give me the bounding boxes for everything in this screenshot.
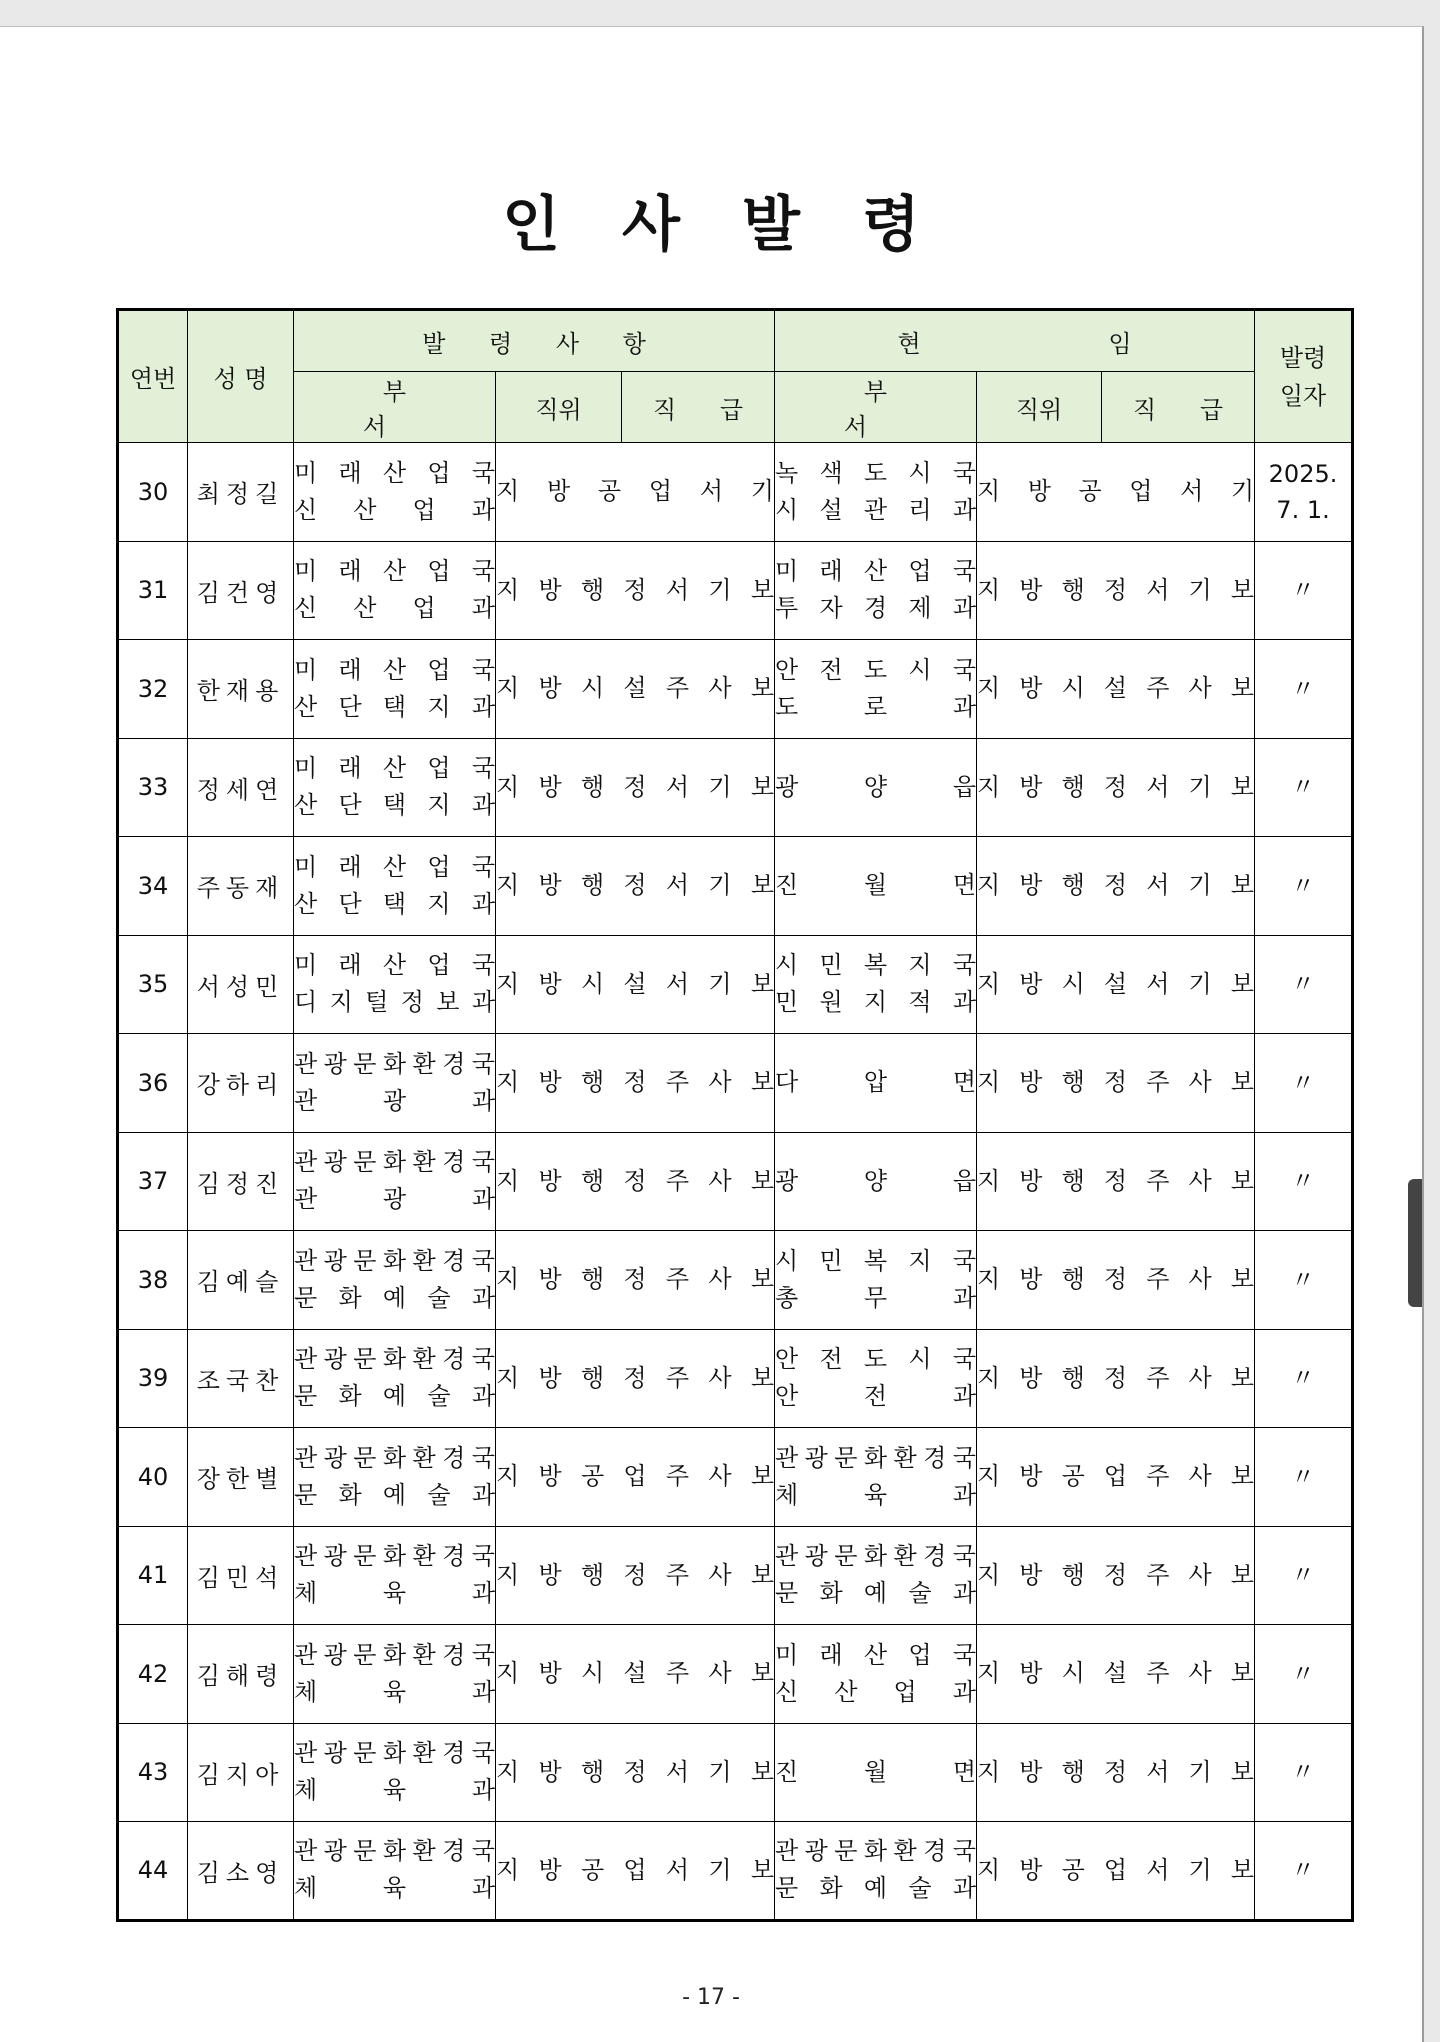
current-grade-text: 지 방 시 설 주 사 보 xyxy=(977,1659,1254,1688)
row-number: 40 xyxy=(118,1428,188,1527)
new-grade-text: 지 방 행 정 서 기 보 xyxy=(496,575,774,604)
new-department xyxy=(294,443,496,542)
new-department-division: 관 광 과 xyxy=(294,1185,495,1214)
appointment-date: 〃 xyxy=(1255,1822,1353,1921)
current-department-division: 투 자 경 제 과 xyxy=(775,594,976,623)
header-new-dept: 부 서 xyxy=(294,372,496,443)
header-current-post: 현 임 xyxy=(775,310,1255,372)
appointment-date: 〃 xyxy=(1255,1723,1353,1822)
current-department xyxy=(775,738,977,837)
table-row xyxy=(118,1132,1353,1231)
new-grade-text: 지 방 시 설 주 사 보 xyxy=(496,674,774,703)
current-department-division: 시 설 관 리 과 xyxy=(775,495,976,524)
current-grade-text: 지 방 행 정 서 기 보 xyxy=(977,871,1254,900)
new-grade xyxy=(496,1723,775,1822)
new-grade-text: 지 방 행 정 주 사 보 xyxy=(496,1265,774,1294)
header-cur-dept: 부 서 xyxy=(775,372,977,443)
current-department xyxy=(775,1231,977,1330)
current-department-bureau: 관 광 문 화 환 경 국 xyxy=(775,1443,976,1472)
new-department-bureau: 관 광 문 화 환 경 국 xyxy=(294,1640,495,1669)
current-department-division: 문 화 예 술 과 xyxy=(775,1874,976,1903)
new-grade-text: 지 방 행 정 주 사 보 xyxy=(496,1560,774,1589)
new-grade-text: 지 방 공 업 서 기 xyxy=(496,477,774,506)
current-department-division: 안 전 과 xyxy=(775,1382,976,1411)
new-department-division: 체 육 과 xyxy=(294,1776,495,1805)
new-department-bureau: 관 광 문 화 환 경 국 xyxy=(294,1345,495,1374)
new-department-division: 문 화 예 술 과 xyxy=(294,1382,495,1411)
current-grade xyxy=(977,1034,1255,1133)
header-name: 성 명 xyxy=(188,310,294,443)
new-department-division: 문 화 예 술 과 xyxy=(294,1283,495,1312)
row-number: 43 xyxy=(118,1723,188,1822)
employee-name: 김지아 xyxy=(188,1723,294,1822)
current-grade xyxy=(977,738,1255,837)
current-grade xyxy=(977,640,1255,739)
new-department-division: 산 단 택 지 과 xyxy=(294,889,495,918)
current-grade-text: 지 방 행 정 서 기 보 xyxy=(977,1757,1254,1786)
new-department-division: 체 육 과 xyxy=(294,1677,495,1706)
current-grade-text: 지 방 행 정 서 기 보 xyxy=(977,575,1254,604)
current-department-bureau: 관 광 문 화 환 경 국 xyxy=(775,1542,976,1571)
current-department-bureau: 관 광 문 화 환 경 국 xyxy=(775,1837,976,1866)
current-department xyxy=(775,1034,977,1133)
new-department-bureau: 관 광 문 화 환 경 국 xyxy=(294,1049,495,1078)
new-department-division: 신 산 업 과 xyxy=(294,594,495,623)
new-department xyxy=(294,1034,496,1133)
current-department xyxy=(775,837,977,936)
current-department-bureau: 광 양 읍 xyxy=(775,772,976,801)
current-department xyxy=(775,1625,977,1724)
appointment-date: 〃 xyxy=(1255,1329,1353,1428)
current-grade-text: 지 방 시 설 주 사 보 xyxy=(977,674,1254,703)
new-department-division: 문 화 예 술 과 xyxy=(294,1480,495,1509)
current-department xyxy=(775,935,977,1034)
current-department xyxy=(775,1132,977,1231)
new-department-bureau: 관 광 문 화 환 경 국 xyxy=(294,1443,495,1472)
new-department-division: 산 단 택 지 과 xyxy=(294,692,495,721)
table-row xyxy=(118,640,1353,739)
current-department-division: 신 산 업 과 xyxy=(775,1677,976,1706)
new-grade-text: 지 방 공 업 서 기 보 xyxy=(496,1855,774,1884)
current-grade xyxy=(977,1625,1255,1724)
page-title: 인사발령 xyxy=(502,190,982,260)
row-number: 35 xyxy=(118,935,188,1034)
current-department-bureau: 진 월 면 xyxy=(775,871,976,900)
appointment-date: 〃 xyxy=(1255,935,1353,1034)
table-row xyxy=(118,1723,1353,1822)
appointment-date: 〃 xyxy=(1255,541,1353,640)
appointment-date: 〃 xyxy=(1255,738,1353,837)
current-department-division: 체 육 과 xyxy=(775,1480,976,1509)
new-grade xyxy=(496,837,775,936)
new-department-division: 체 육 과 xyxy=(294,1874,495,1903)
header-date: 발령 일자 xyxy=(1255,310,1353,443)
new-department xyxy=(294,1132,496,1231)
employee-name: 정세연 xyxy=(188,738,294,837)
current-department-bureau: 안 전 도 시 국 xyxy=(775,1345,976,1374)
new-grade xyxy=(496,1526,775,1625)
current-department xyxy=(775,1723,977,1822)
new-department-bureau: 미 래 산 업 국 xyxy=(294,852,495,881)
new-grade-text: 지 방 행 정 주 사 보 xyxy=(496,1363,774,1392)
employee-name: 강하리 xyxy=(188,1034,294,1133)
row-number: 32 xyxy=(118,640,188,739)
employee-name: 김건영 xyxy=(188,541,294,640)
employee-name: 최정길 xyxy=(188,443,294,542)
new-department xyxy=(294,1822,496,1921)
current-grade xyxy=(977,443,1255,542)
current-department-bureau: 녹 색 도 시 국 xyxy=(775,458,976,487)
current-department-bureau: 광 양 읍 xyxy=(775,1166,976,1195)
row-number: 37 xyxy=(118,1132,188,1231)
row-number: 41 xyxy=(118,1526,188,1625)
new-department xyxy=(294,738,496,837)
current-grade-text: 지 방 공 업 주 사 보 xyxy=(977,1462,1254,1491)
current-grade-text: 지 방 행 정 주 사 보 xyxy=(977,1363,1254,1392)
table-row xyxy=(118,541,1353,640)
scrollbar-thumb[interactable] xyxy=(1408,1179,1422,1307)
current-department-division: 민 원 지 적 과 xyxy=(775,988,976,1017)
current-grade xyxy=(977,1329,1255,1428)
table-row xyxy=(118,1428,1353,1527)
new-department-division: 체 육 과 xyxy=(294,1579,495,1608)
current-department xyxy=(775,1428,977,1527)
new-grade xyxy=(496,1625,775,1724)
new-grade xyxy=(496,1034,775,1133)
new-department xyxy=(294,1231,496,1330)
current-grade xyxy=(977,1822,1255,1921)
current-grade-text: 지 방 행 정 주 사 보 xyxy=(977,1265,1254,1294)
header-new-post: 발 령 사 항 xyxy=(294,310,775,372)
current-department xyxy=(775,1822,977,1921)
new-grade-text: 지 방 시 설 서 기 보 xyxy=(496,969,774,998)
appointment-date: 〃 xyxy=(1255,1428,1353,1527)
current-department-bureau: 안 전 도 시 국 xyxy=(775,655,976,684)
employee-name: 서성민 xyxy=(188,935,294,1034)
appointment-date: 2025. 7. 1. xyxy=(1255,443,1353,542)
new-grade-text: 지 방 행 정 서 기 보 xyxy=(496,871,774,900)
table-row xyxy=(118,1231,1353,1330)
new-grade-text: 지 방 공 업 주 사 보 xyxy=(496,1462,774,1491)
new-department-bureau: 관 광 문 화 환 경 국 xyxy=(294,1739,495,1768)
new-department xyxy=(294,640,496,739)
current-grade xyxy=(977,935,1255,1034)
appointment-date: 〃 xyxy=(1255,1231,1353,1330)
new-grade xyxy=(496,738,775,837)
table-row xyxy=(118,935,1353,1034)
new-grade xyxy=(496,1329,775,1428)
new-grade-text: 지 방 행 정 주 사 보 xyxy=(496,1068,774,1097)
new-grade xyxy=(496,1231,775,1330)
new-grade xyxy=(496,1428,775,1527)
employee-name: 한재용 xyxy=(188,640,294,739)
new-grade xyxy=(496,1132,775,1231)
new-department-division: 산 단 택 지 과 xyxy=(294,791,495,820)
row-number: 42 xyxy=(118,1625,188,1724)
employee-name: 김해령 xyxy=(188,1625,294,1724)
appointment-date: 〃 xyxy=(1255,1526,1353,1625)
new-grade xyxy=(496,1822,775,1921)
new-department-bureau: 관 광 문 화 환 경 국 xyxy=(294,1148,495,1177)
current-grade-text: 지 방 공 업 서 기 보 xyxy=(977,1855,1254,1884)
current-department-bureau: 시 민 복 지 국 xyxy=(775,951,976,980)
new-department-bureau: 관 광 문 화 환 경 국 xyxy=(294,1542,495,1571)
employee-name: 장한별 xyxy=(188,1428,294,1527)
table-row xyxy=(118,443,1353,542)
current-department xyxy=(775,443,977,542)
new-grade-text: 지 방 시 설 주 사 보 xyxy=(496,1659,774,1688)
new-department-bureau: 관 광 문 화 환 경 국 xyxy=(294,1837,495,1866)
personnel-table xyxy=(116,308,1354,1922)
appointment-date: 〃 xyxy=(1255,837,1353,936)
new-department-bureau: 미 래 산 업 국 xyxy=(294,655,495,684)
current-grade xyxy=(977,1428,1255,1527)
new-grade xyxy=(496,443,775,542)
new-department-bureau: 미 래 산 업 국 xyxy=(294,458,495,487)
header-new-grade: 직 급 xyxy=(622,372,775,443)
table-row xyxy=(118,837,1353,936)
table-row xyxy=(118,738,1353,837)
employee-name: 김정진 xyxy=(188,1132,294,1231)
new-department xyxy=(294,935,496,1034)
table-row xyxy=(118,1822,1353,1921)
current-department-bureau: 진 월 면 xyxy=(775,1757,976,1786)
new-department-division: 신 산 업 과 xyxy=(294,495,495,524)
current-grade-text: 지 방 시 설 서 기 보 xyxy=(977,969,1254,998)
table-row xyxy=(118,1034,1353,1133)
appointment-date: 〃 xyxy=(1255,1034,1353,1133)
new-grade xyxy=(496,935,775,1034)
current-department-bureau: 다 압 면 xyxy=(775,1068,976,1097)
new-department-bureau: 미 래 산 업 국 xyxy=(294,951,495,980)
row-number: 34 xyxy=(118,837,188,936)
employee-name: 김예슬 xyxy=(188,1231,294,1330)
new-department xyxy=(294,837,496,936)
new-department-bureau: 미 래 산 업 국 xyxy=(294,557,495,586)
header-cur-grade: 직 급 xyxy=(1102,372,1255,443)
header-no: 연번 xyxy=(118,310,188,443)
employee-name: 주동재 xyxy=(188,837,294,936)
appointment-date: 〃 xyxy=(1255,640,1353,739)
new-department xyxy=(294,541,496,640)
current-department-bureau: 미 래 산 업 국 xyxy=(775,557,976,586)
row-number: 44 xyxy=(118,1822,188,1921)
new-department xyxy=(294,1625,496,1724)
current-grade-text: 지 방 행 정 주 사 보 xyxy=(977,1166,1254,1195)
header-cur-position: 직위 xyxy=(977,372,1102,443)
current-grade-text: 지 방 행 정 서 기 보 xyxy=(977,772,1254,801)
current-department-division: 도 로 과 xyxy=(775,692,976,721)
row-number: 30 xyxy=(118,443,188,542)
current-department xyxy=(775,1329,977,1428)
current-grade xyxy=(977,1526,1255,1625)
table-row xyxy=(118,1329,1353,1428)
page-number: - 17 - xyxy=(682,1985,740,2010)
row-number: 39 xyxy=(118,1329,188,1428)
current-grade xyxy=(977,1723,1255,1822)
current-grade xyxy=(977,1132,1255,1231)
new-department xyxy=(294,1428,496,1527)
header-new-position: 직위 xyxy=(496,372,622,443)
row-number: 38 xyxy=(118,1231,188,1330)
new-department xyxy=(294,1723,496,1822)
new-grade-text: 지 방 행 정 서 기 보 xyxy=(496,1757,774,1786)
new-department-division: 관 광 과 xyxy=(294,1086,495,1115)
current-grade xyxy=(977,837,1255,936)
current-department-bureau: 미 래 산 업 국 xyxy=(775,1640,976,1669)
current-grade xyxy=(977,541,1255,640)
current-department-division: 문 화 예 술 과 xyxy=(775,1579,976,1608)
document-page xyxy=(0,26,1424,2042)
appointment-date: 〃 xyxy=(1255,1625,1353,1724)
current-grade-text: 지 방 공 업 서 기 xyxy=(977,477,1255,506)
new-grade xyxy=(496,640,775,739)
new-department-division: 디 지 털 정 보 과 xyxy=(294,988,495,1017)
current-department xyxy=(775,640,977,739)
current-department-division: 총 무 과 xyxy=(775,1283,976,1312)
new-grade xyxy=(496,541,775,640)
table-row xyxy=(118,1625,1353,1724)
new-department-bureau: 미 래 산 업 국 xyxy=(294,754,495,783)
new-department xyxy=(294,1526,496,1625)
new-department-bureau: 관 광 문 화 환 경 국 xyxy=(294,1246,495,1275)
new-grade-text: 지 방 행 정 서 기 보 xyxy=(496,772,774,801)
employee-name: 조국찬 xyxy=(188,1329,294,1428)
employee-name: 김민석 xyxy=(188,1526,294,1625)
appointment-date: 〃 xyxy=(1255,1132,1353,1231)
current-department xyxy=(775,541,977,640)
employee-name: 김소영 xyxy=(188,1822,294,1921)
current-department-bureau: 시 민 복 지 국 xyxy=(775,1246,976,1275)
new-department xyxy=(294,1329,496,1428)
table-row xyxy=(118,1526,1353,1625)
current-department xyxy=(775,1526,977,1625)
current-grade-text: 지 방 행 정 주 사 보 xyxy=(977,1560,1254,1589)
current-grade xyxy=(977,1231,1255,1330)
new-grade-text: 지 방 행 정 주 사 보 xyxy=(496,1166,774,1195)
row-number: 33 xyxy=(118,738,188,837)
row-number: 31 xyxy=(118,541,188,640)
current-grade-text: 지 방 행 정 주 사 보 xyxy=(977,1068,1254,1097)
row-number: 36 xyxy=(118,1034,188,1133)
